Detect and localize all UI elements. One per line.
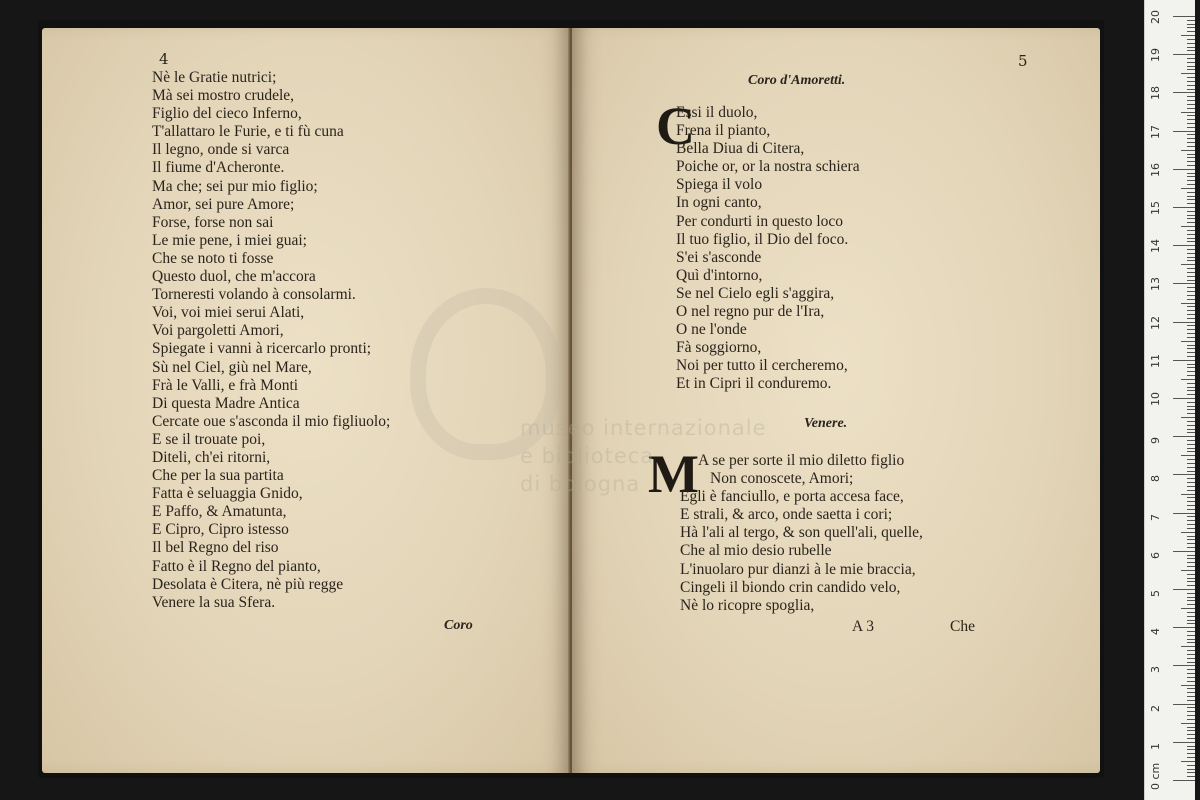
ruler-tick [1181,685,1195,686]
ruler-label: 11 [1149,353,1162,368]
ruler-tick [1181,379,1195,380]
verse-line: Che se noto ti fosse [152,249,274,267]
venus-verse-lines [680,452,923,615]
verse-line: Fatta è seluaggia Gnido, [152,485,303,503]
ruler-tick [1187,325,1195,326]
ruler-tick [1187,268,1195,269]
ruler-tick [1187,765,1195,766]
verse-line: Essi il duolo, [676,104,758,121]
verse-line: Hà l'ali al tergo, & son quell'ali, quelle, [680,524,923,542]
ruler-label: 8 [1149,475,1162,483]
ruler-tick [1187,345,1195,346]
catchword: Che [950,618,975,635]
verse-line: Voi pargoletti Amori, [152,322,284,340]
ruler-tick [1187,600,1195,601]
ruler-tick [1187,574,1195,575]
verse-line: Bella Diua di Citera, [676,140,805,158]
ruler-tick [1187,253,1195,254]
ruler-tick [1173,92,1195,93]
ruler-tick [1187,318,1195,319]
verse-line: Egli è fanciullo, e porta accesa face, [680,488,904,506]
centimeter-ruler [1144,0,1195,800]
ruler-tick [1187,77,1195,78]
ruler-tick [1187,547,1195,548]
ruler-tick [1187,291,1195,292]
verse-line: Fatto è il Regno del pianto, [152,557,321,575]
ruler-tick [1187,333,1195,334]
verse-line: Nè lo ricopre spoglia, [680,596,815,614]
ruler-tick [1187,566,1195,567]
ruler-tick [1173,513,1195,514]
ruler-tick [1187,650,1195,651]
ruler-tick [1187,776,1195,777]
ruler-tick [1187,295,1195,296]
ruler-tick [1187,620,1195,621]
ruler-tick [1187,108,1195,109]
ruler-tick [1187,337,1195,338]
drop-cap: M [648,444,699,504]
ruler-tick [1187,692,1195,693]
verse-line: E se il trouate poi, [152,430,266,448]
ruler-tick [1187,348,1195,349]
section-heading: Venere. [804,416,848,431]
ruler-tick [1187,681,1195,682]
verse-line: Nè le Gratie nutrici; [152,69,277,86]
verse-line: Diteli, ch'ei ritorni, [152,448,271,466]
ruler-tick [1173,54,1195,55]
verse-line: E Cipro, Cipro istesso [152,521,289,539]
ruler-tick [1187,375,1195,376]
left-page [42,28,570,773]
ruler-label: 4 [1149,628,1162,636]
ruler-tick [1187,688,1195,689]
ruler-tick [1187,543,1195,544]
ruler-tick [1181,150,1195,151]
ruler-label: 9 [1149,437,1162,445]
ruler-tick [1187,173,1195,174]
ruler-tick [1187,432,1195,433]
ruler-tick [1187,757,1195,758]
verse-line: Desolata è Citera, nè più regge [152,575,344,593]
ruler-tick [1187,623,1195,624]
ruler-tick [1187,516,1195,517]
ruler-tick [1181,226,1195,227]
ruler-tick [1187,89,1195,90]
signature-mark: A 3 [852,618,874,635]
ruler-tick [1181,35,1195,36]
open-book [38,20,1104,778]
ruler-tick [1187,364,1195,365]
ruler-label: 3 [1149,666,1162,674]
ruler-tick [1187,555,1195,556]
page-number: 4 [159,50,169,68]
verse-line: Il fiume d'Acheronte. [152,159,285,177]
ruler-tick [1187,39,1195,40]
ruler-label: 16 [1149,162,1162,177]
ruler-tick [1187,471,1195,472]
verse-line: Quì d'intorno, [676,266,763,284]
ruler-tick [1187,154,1195,155]
verse-line: Voi, voi miei serui Alati, [152,304,305,322]
ruler-tick [1187,734,1195,735]
verse-line: Di questa Madre Antica [152,394,300,412]
watermark-line: di bologna [520,472,641,496]
ruler-tick [1173,16,1195,17]
ruler-tick [1187,234,1195,235]
ruler-tick [1187,730,1195,731]
ruler-tick [1187,409,1195,410]
watermark-line: e biblioteca [520,444,655,468]
ruler-label: 15 [1149,201,1162,215]
ruler-tick [1187,497,1195,498]
ruler-tick [1181,112,1195,113]
verse-line: Noi per tutto il cercheremo, [676,357,848,375]
verse-line: Torneresti volando à consolarmi. [152,286,356,304]
verse-line: Le mie pene, i miei guai; [152,231,307,249]
ruler-tick [1181,188,1195,189]
ruler-tick [1181,646,1195,647]
ruler-tick [1187,387,1195,388]
verse-line: In ogni canto, [676,194,762,212]
ruler-tick [1187,356,1195,357]
verse-line: Amor, sei pure Amore; [152,195,295,213]
verse-line: A se per sorte il mio diletto figlio [698,452,905,469]
ruler-tick [1187,47,1195,48]
ruler-tick [1187,528,1195,529]
ruler-tick [1187,280,1195,281]
ruler-tick [1187,715,1195,716]
ruler-tick [1187,192,1195,193]
ruler-tick [1187,115,1195,116]
ruler-tick [1187,142,1195,143]
ruler-tick [1173,665,1195,666]
ruler-tick [1187,448,1195,449]
ruler-tick [1187,81,1195,82]
ruler-tick [1187,642,1195,643]
ruler-tick [1187,413,1195,414]
ruler-tick [1187,96,1195,97]
ruler-tick [1187,180,1195,181]
ruler-tick [1187,146,1195,147]
ruler-tick [1187,654,1195,655]
ruler-tick [1187,639,1195,640]
ruler-tick [1181,761,1195,762]
verse-line: Ma che; sei pur mio figlio; [152,177,318,195]
ruler-tick [1187,451,1195,452]
ruler-tick [1187,27,1195,28]
ruler-tick [1187,593,1195,594]
ruler-tick [1173,283,1195,284]
ruler-tick [1187,104,1195,105]
ruler-tick [1187,459,1195,460]
ruler-tick [1187,421,1195,422]
ruler-tick [1181,455,1195,456]
ruler-tick [1187,176,1195,177]
ruler-tick [1187,711,1195,712]
ruler-tick [1187,749,1195,750]
ruler-tick [1173,627,1195,628]
verse-line: E strali, & arco, onde saetta i cori; [680,506,893,524]
ruler-tick [1181,608,1195,609]
ruler-tick [1173,322,1195,323]
ruler-tick [1187,184,1195,185]
ruler-tick [1187,463,1195,464]
ruler-tick [1187,230,1195,231]
verse-line: S'ei s'asconde [676,248,762,266]
ruler-tick [1187,310,1195,311]
verse-line: Poiche or, or la nostra schiera [676,158,860,176]
ruler-tick [1187,669,1195,670]
ruler-tick [1187,562,1195,563]
ruler-tick [1187,352,1195,353]
verse-line: Per condurti in questo loco [676,212,844,230]
ruler-tick [1181,341,1195,342]
ruler-tick [1187,257,1195,258]
ruler-tick [1187,306,1195,307]
ruler-tick [1187,585,1195,586]
ruler-tick [1187,134,1195,135]
ruler-tick [1187,367,1195,368]
ruler-tick [1187,616,1195,617]
ruler-tick [1187,524,1195,525]
verse-line: O nel regno pur de l'Ira, [676,303,825,321]
ruler-tick [1187,211,1195,212]
ruler-tick [1187,486,1195,487]
ruler-tick [1187,509,1195,510]
ruler-label: 10 [1149,392,1162,406]
ruler-tick [1187,238,1195,239]
ruler-tick [1187,482,1195,483]
verse-line: Che al mio desio rubelle [680,542,832,560]
chorus-verse-lines [676,104,860,394]
ruler-tick [1187,138,1195,139]
verse-line: Spiegate i vanni à ricercarlo pronti; [152,340,372,358]
verse-line: Frà le Valli, e frà Monti [152,376,299,394]
ruler-tick [1173,131,1195,132]
drop-cap: C [656,96,695,156]
ruler-tick [1187,440,1195,441]
ruler-tick [1187,406,1195,407]
ruler-tick [1187,719,1195,720]
ruler-tick [1187,249,1195,250]
ruler-tick [1187,241,1195,242]
ruler-tick [1181,723,1195,724]
ruler-tick [1187,314,1195,315]
verse-line: O ne l'onde [676,321,747,339]
ruler-tick [1173,245,1195,246]
ruler-tick [1187,539,1195,540]
ruler-tick [1187,390,1195,391]
ruler-tick [1187,727,1195,728]
ruler-tick [1187,429,1195,430]
ruler-tick [1187,658,1195,659]
ruler-label: 19 [1149,48,1162,63]
ruler-label: 6 [1149,551,1162,559]
ruler-tick [1181,532,1195,533]
ruler-tick [1187,43,1195,44]
ruler-tick [1173,398,1195,399]
ruler-tick [1181,73,1195,74]
ruler-label: 12 [1149,315,1162,330]
ruler-tick [1187,746,1195,747]
verse-line: Cercate oue s'asconda il mio figliuolo; [152,412,391,430]
right-page [572,28,1100,773]
ruler-tick [1187,425,1195,426]
ruler-tick [1187,662,1195,663]
ruler-tick [1187,199,1195,200]
ruler-tick [1187,467,1195,468]
ruler-tick [1187,85,1195,86]
ruler-tick [1187,772,1195,773]
verse-line: Sù nel Ciel, giù nel Mare, [152,358,312,376]
verse-line: Mà sei mostro crudele, [152,87,295,105]
ruler-tick [1187,215,1195,216]
catchword: Coro [444,618,473,633]
ruler-tick [1187,69,1195,70]
ruler-tick [1173,436,1195,437]
ruler-tick [1187,738,1195,739]
ruler-tick [1173,742,1195,743]
verse-line: Figlio del cieco Inferno, [152,105,302,123]
ruler-tick [1187,394,1195,395]
ruler-tick [1187,597,1195,598]
ruler-tick [1187,505,1195,506]
ruler-tick [1187,402,1195,403]
ruler-tick [1187,383,1195,384]
ruler-label: 7 [1149,513,1162,521]
verse-line: Il bel Regno del riso [152,539,279,557]
ruler-tick [1187,127,1195,128]
ruler-tick [1187,20,1195,21]
ruler-tick [1187,490,1195,491]
verse-line: Venere la sua Sfera. [152,593,276,611]
verse-line: E Paffo, & Amatunta, [152,503,287,521]
ruler-label: 14 [1149,239,1162,254]
ruler-label: 18 [1149,86,1162,101]
verse-line: Fà soggiorno, [676,339,762,357]
ruler-tick [1187,157,1195,158]
ruler-tick [1181,303,1195,304]
ruler-tick [1187,673,1195,674]
ruler-tick [1187,329,1195,330]
verse-line: Se nel Cielo egli s'aggira, [676,284,835,302]
ruler-tick [1187,123,1195,124]
verse-line: Forse, forse non sai [152,213,274,231]
ruler-tick [1187,260,1195,261]
ruler-tick [1181,494,1195,495]
ruler-tick [1187,119,1195,120]
ruler-tick [1187,581,1195,582]
verse-line: Non conoscete, Amori; [710,470,854,488]
verse-line: Et in Cipri il conduremo. [676,375,832,393]
verse-line: L'inuolaro pur dianzi à le mie braccia, [680,560,916,578]
ruler-tick [1187,196,1195,197]
ruler-tick [1187,66,1195,67]
ruler-tick [1187,501,1195,502]
ruler-tick [1187,536,1195,537]
ruler-tick [1187,578,1195,579]
ruler-tick [1187,635,1195,636]
verse-line: Frena il pianto, [676,122,771,140]
ruler-tick [1187,165,1195,166]
verse-line: T'allattaro le Furie, e ti fù cuna [152,123,344,141]
section-heading: Coro d'Amoretti. [748,73,846,88]
ruler-tick [1187,222,1195,223]
ruler-tick [1187,631,1195,632]
ruler-tick [1187,558,1195,559]
ruler-tick [1187,24,1195,25]
ruler-tick [1187,371,1195,372]
verse-line: Il legno, onde si varca [152,141,290,159]
ruler-tick [1173,169,1195,170]
ruler-tick [1187,707,1195,708]
ruler-label: 1 [1149,742,1162,750]
page-number: 5 [1018,52,1028,70]
ruler-tick [1187,753,1195,754]
ruler-tick [1181,417,1195,418]
ruler-tick [1187,444,1195,445]
ruler-tick [1187,161,1195,162]
ruler-tick [1173,474,1195,475]
ruler-label: 17 [1149,124,1162,139]
ruler-tick [1187,769,1195,770]
ruler-tick [1187,299,1195,300]
ruler-label: 13 [1149,277,1162,292]
ruler-tick [1187,100,1195,101]
ruler-tick [1187,520,1195,521]
ruler-tick [1187,62,1195,63]
ruler-tick [1173,551,1195,552]
verse-line: Spiega il volo [676,176,763,194]
ruler-tick [1187,50,1195,51]
verse-line: Questo duol, che m'accora [152,268,316,286]
ruler-tick [1173,207,1195,208]
ruler-tick [1187,218,1195,219]
ruler-tick [1187,272,1195,273]
ruler-tick [1181,570,1195,571]
verse-line: Che per la sua partita [152,467,284,485]
ruler-tick [1187,604,1195,605]
ruler-tick [1187,696,1195,697]
ruler-tick [1187,203,1195,204]
ruler-tick [1187,478,1195,479]
ruler-tick [1173,780,1195,781]
verse-line: Cingeli il biondo crin candido velo, [680,578,901,596]
ruler-unit-label: 0 cm [1149,762,1162,790]
ruler-label: 2 [1149,704,1162,712]
ruler-tick [1187,700,1195,701]
ruler-tick [1187,287,1195,288]
ruler-tick [1187,31,1195,32]
watermark-line: museo internazionale [520,416,767,440]
ruler-label: 5 [1149,590,1162,597]
ruler-tick [1187,677,1195,678]
ruler-tick [1187,276,1195,277]
ruler-tick [1173,589,1195,590]
ruler-tick [1173,360,1195,361]
ruler-label: 20 [1149,10,1162,24]
ruler-tick [1187,612,1195,613]
ruler-tick [1181,264,1195,265]
left-verse-lines [152,69,390,612]
ruler-tick [1173,704,1195,705]
verse-line: Il tuo figlio, il Dio del foco. [676,230,849,248]
ruler-tick [1187,58,1195,59]
